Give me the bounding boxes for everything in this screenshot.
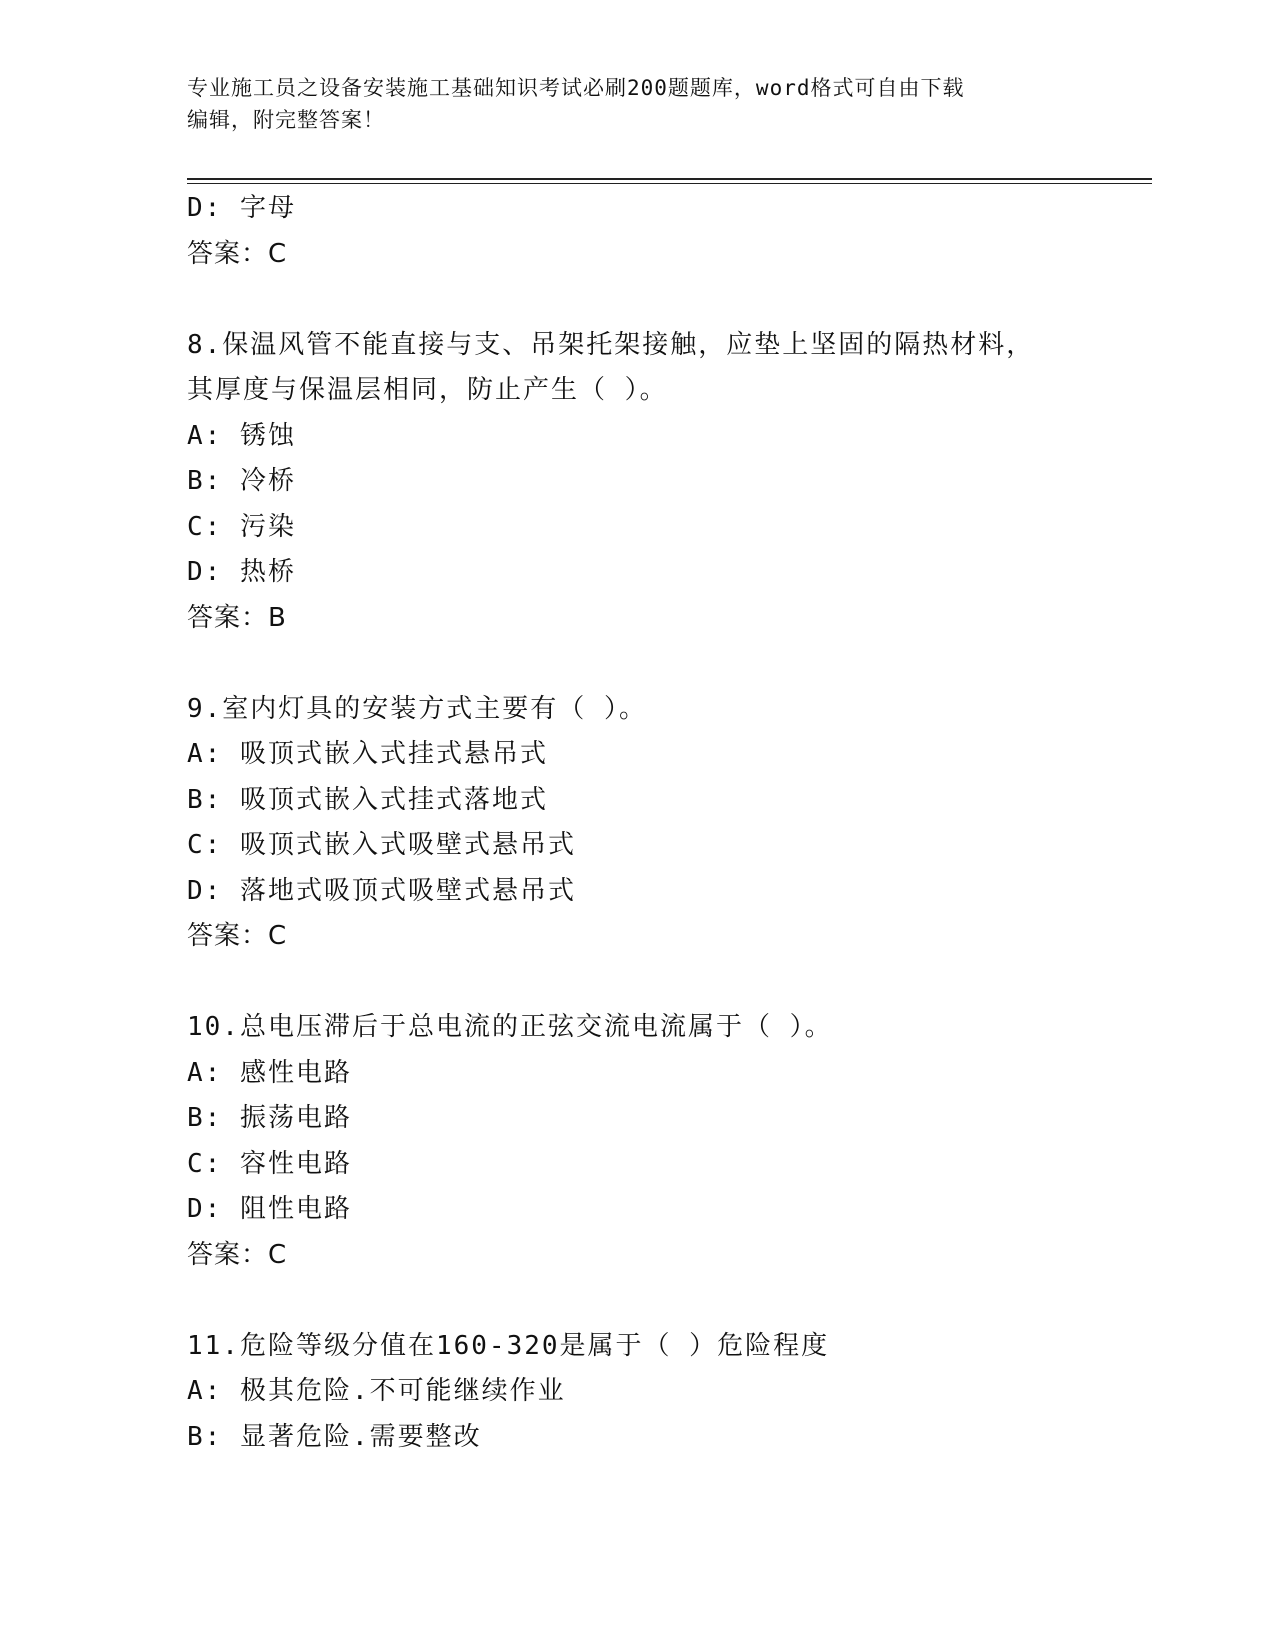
option-d: D: 阻性电路: [187, 1194, 352, 1224]
option-c: C: 容性电路: [187, 1148, 352, 1179]
document-header: [187, 72, 1067, 136]
answer-line: 答案：B: [187, 602, 287, 633]
question-stem: 9.室内灯具的安装方式主要有（ ）。: [187, 693, 647, 724]
answer-line: 答案：C: [187, 1239, 288, 1270]
question-stem: 其厚度与保温层相同，防止产生（ ）。: [187, 375, 668, 405]
header-line-1: 专业施工员之设备安装施工基础知识考试必刷200题题库，word格式可自由下载: [187, 76, 965, 100]
option-c: C: 污染: [187, 511, 296, 542]
option-c: C: 吸顶式嵌入式吸壁式悬吊式: [187, 830, 576, 860]
option-d: D: 热桥: [187, 557, 296, 587]
question-8: [187, 323, 1127, 642]
answer-line: 答案：C: [187, 238, 288, 269]
option-b: B: 振荡电路: [187, 1103, 352, 1133]
question-10: [187, 1005, 1127, 1278]
header-divider-thin: [187, 183, 1152, 184]
option-d: D: 落地式吸顶式吸壁式悬吊式: [187, 875, 576, 906]
spacer: [187, 641, 1127, 687]
answer-line: 答案：C: [187, 921, 288, 951]
spacer: [187, 960, 1127, 1006]
spacer: [187, 1278, 1127, 1324]
header-divider-thick: [187, 178, 1152, 180]
spacer: [187, 277, 1127, 323]
question-stem: 11.危险等级分值在160-320是属于（ ）危险程度: [187, 1330, 830, 1361]
option-b: B: 冷桥: [187, 466, 296, 496]
option-a: A: 锈蚀: [187, 420, 296, 451]
option-b: B: 显著危险.需要整改: [187, 1421, 482, 1452]
question-stem: 10.总电压滞后于总电流的正弦交流电流属于（ ）。: [187, 1012, 833, 1042]
option-a: A: 吸顶式嵌入式挂式悬吊式: [187, 739, 548, 769]
question-9: [187, 687, 1127, 960]
option-a: A: 感性电路: [187, 1057, 352, 1088]
option-b: B: 吸顶式嵌入式挂式落地式: [187, 784, 548, 815]
question-content: [187, 186, 1127, 1460]
option-d: D: 字母: [187, 193, 296, 223]
question-stem: 8.保温风管不能直接与支、吊架托架接触，应垫上坚固的隔热材料，: [187, 329, 1035, 360]
question-11: [187, 1324, 1127, 1461]
header-line-2: 编辑，附完整答案！: [187, 108, 385, 132]
option-a: A: 极其危险.不可能继续作业: [187, 1376, 566, 1406]
